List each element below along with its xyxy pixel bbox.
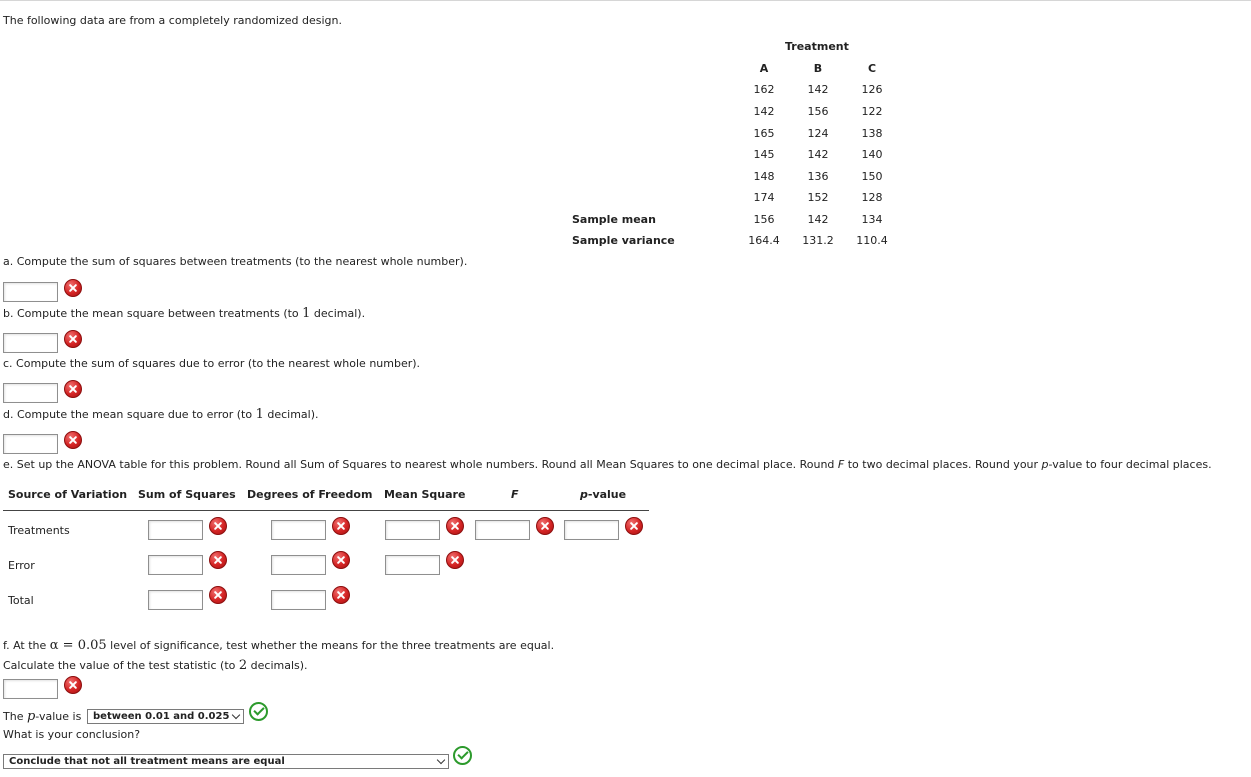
anova-header-p bbox=[580, 488, 626, 501]
cell: 165 bbox=[753, 127, 775, 140]
anova-row-label-total: Total bbox=[8, 594, 34, 607]
incorrect-x-icon bbox=[64, 279, 82, 297]
incorrect-x-icon bbox=[332, 586, 350, 604]
error-df-input[interactable] bbox=[271, 555, 326, 575]
correct-check-icon bbox=[453, 746, 472, 765]
anova-header-p-text: -value bbox=[587, 488, 627, 501]
p-value-text: The bbox=[3, 710, 27, 723]
anova-header-ms: Mean Square bbox=[384, 488, 466, 501]
p-value-prompt bbox=[3, 709, 81, 724]
treatments-df-input[interactable] bbox=[271, 520, 326, 540]
incorrect-x-icon bbox=[64, 676, 82, 694]
question-f bbox=[3, 638, 554, 653]
cell: 138 bbox=[861, 127, 883, 140]
ss-between-input[interactable] bbox=[3, 282, 58, 302]
question-d-text: d. Compute the mean square due to error (to bbox=[3, 408, 256, 421]
question-b bbox=[3, 306, 365, 321]
question-d-decimals: 1 bbox=[255, 407, 264, 422]
intro-text: The following data are from a completely randomized design. bbox=[3, 14, 342, 27]
question-e-p-symbol: p bbox=[1041, 458, 1049, 471]
error-ss-input[interactable] bbox=[148, 555, 203, 575]
col-header-b: B bbox=[813, 62, 823, 75]
incorrect-x-icon bbox=[64, 380, 82, 398]
question-e bbox=[3, 458, 1212, 471]
cell: 142 bbox=[807, 83, 829, 96]
cell: 142 bbox=[753, 105, 775, 118]
chevron-down-icon bbox=[437, 756, 445, 764]
variance-c: 110.4 bbox=[856, 234, 888, 247]
cell: 156 bbox=[807, 105, 829, 118]
correct-check-icon bbox=[249, 702, 268, 721]
incorrect-x-icon bbox=[64, 330, 82, 348]
treatments-f-input[interactable] bbox=[475, 520, 530, 540]
cell: 124 bbox=[807, 127, 829, 140]
col-header-c: C bbox=[867, 62, 877, 75]
cell: 174 bbox=[753, 191, 775, 204]
question-c: c. Compute the sum of squares due to error (to the nearest whole number). bbox=[3, 357, 421, 370]
error-ms-input[interactable] bbox=[385, 555, 440, 575]
incorrect-x-icon bbox=[332, 517, 350, 535]
question-e-text-end: -value to four decimal places. bbox=[1048, 458, 1212, 471]
anova-row-label-treatments: Treatments bbox=[8, 524, 70, 537]
question-e-f-symbol: F bbox=[837, 458, 845, 471]
anova-header-divider bbox=[3, 510, 649, 511]
mean-b: 142 bbox=[807, 213, 829, 226]
anova-header-source: Source of Variation bbox=[8, 488, 128, 501]
cell: 136 bbox=[807, 170, 829, 183]
test-statistic-input[interactable] bbox=[3, 679, 58, 699]
incorrect-x-icon bbox=[209, 551, 227, 569]
treatment-title: Treatment bbox=[785, 40, 849, 53]
mean-a: 156 bbox=[753, 213, 775, 226]
treatments-p-value-input[interactable] bbox=[564, 520, 619, 540]
sample-mean-label: Sample mean bbox=[572, 213, 656, 226]
question-d bbox=[3, 407, 319, 422]
incorrect-x-icon bbox=[536, 517, 554, 535]
p-value-selected: between 0.01 and 0.025 bbox=[93, 711, 230, 722]
alpha-level: α = 0.05 bbox=[49, 638, 107, 653]
mean-c: 134 bbox=[861, 213, 883, 226]
cell: 142 bbox=[807, 148, 829, 161]
incorrect-x-icon bbox=[209, 586, 227, 604]
variance-b: 131.2 bbox=[802, 234, 834, 247]
anova-header-p-symbol: p bbox=[580, 488, 588, 501]
ms-error-input[interactable] bbox=[3, 434, 58, 454]
test-statistic-prompt bbox=[3, 658, 308, 673]
incorrect-x-icon bbox=[446, 551, 464, 569]
cell: 122 bbox=[861, 105, 883, 118]
col-header-a: A bbox=[759, 62, 769, 75]
ms-between-input[interactable] bbox=[3, 333, 58, 353]
p-value-select[interactable] bbox=[87, 709, 244, 724]
question-e-text: e. Set up the ANOVA table for this problem. Round all Sum of Squares to nearest whole numbers. Round all Mean Squares to one decimal place. Round bbox=[3, 458, 838, 471]
treatments-ss-input[interactable] bbox=[148, 520, 203, 540]
test-statistic-text-end: decimals). bbox=[247, 659, 308, 672]
question-b-text: b. Compute the mean square between treatments (to bbox=[3, 307, 303, 320]
cell: 126 bbox=[861, 83, 883, 96]
treatments-ms-input[interactable] bbox=[385, 520, 440, 540]
conclusion-select[interactable] bbox=[3, 754, 449, 769]
cell: 162 bbox=[753, 83, 775, 96]
total-df-input[interactable] bbox=[271, 590, 326, 610]
cell: 152 bbox=[807, 191, 829, 204]
incorrect-x-icon bbox=[332, 551, 350, 569]
incorrect-x-icon bbox=[64, 431, 82, 449]
question-d-text-end: decimal). bbox=[263, 408, 319, 421]
cell: 128 bbox=[861, 191, 883, 204]
question-f-text: f. At the bbox=[3, 639, 50, 652]
p-symbol: p bbox=[26, 709, 36, 724]
incorrect-x-icon bbox=[446, 517, 464, 535]
incorrect-x-icon bbox=[209, 517, 227, 535]
chevron-down-icon bbox=[232, 711, 240, 719]
incorrect-x-icon bbox=[625, 517, 643, 535]
cell: 150 bbox=[861, 170, 883, 183]
question-b-text-end: decimal). bbox=[310, 307, 366, 320]
conclusion-prompt: What is your conclusion? bbox=[3, 728, 141, 741]
anova-header-df: Degrees of Freedom bbox=[247, 488, 373, 501]
top-divider bbox=[0, 0, 1251, 1]
question-b-decimals: 1 bbox=[302, 306, 311, 321]
total-ss-input[interactable] bbox=[148, 590, 203, 610]
sample-variance-label: Sample variance bbox=[572, 234, 675, 247]
conclusion-selected: Conclude that not all treatment means are equal bbox=[9, 756, 285, 767]
anova-header-f: F bbox=[511, 488, 519, 501]
anova-header-ss: Sum of Squares bbox=[138, 488, 236, 501]
variance-a: 164.4 bbox=[748, 234, 780, 247]
test-statistic-decimals: 2 bbox=[238, 658, 248, 673]
test-statistic-text: Calculate the value of the test statistic (to bbox=[3, 659, 239, 672]
cell: 148 bbox=[753, 170, 775, 183]
question-a: a. Compute the sum of squares between treatments (to the nearest whole number). bbox=[3, 255, 468, 268]
cell: 140 bbox=[861, 148, 883, 161]
p-value-text-end: -value is bbox=[35, 710, 82, 723]
anova-row-label-error: Error bbox=[8, 559, 35, 572]
ss-error-input[interactable] bbox=[3, 383, 58, 403]
question-f-text-end: level of significance, test whether the means for the three treatments are equal. bbox=[106, 639, 555, 652]
cell: 145 bbox=[753, 148, 775, 161]
question-e-text-mid: to two decimal places. Round your bbox=[844, 458, 1042, 471]
